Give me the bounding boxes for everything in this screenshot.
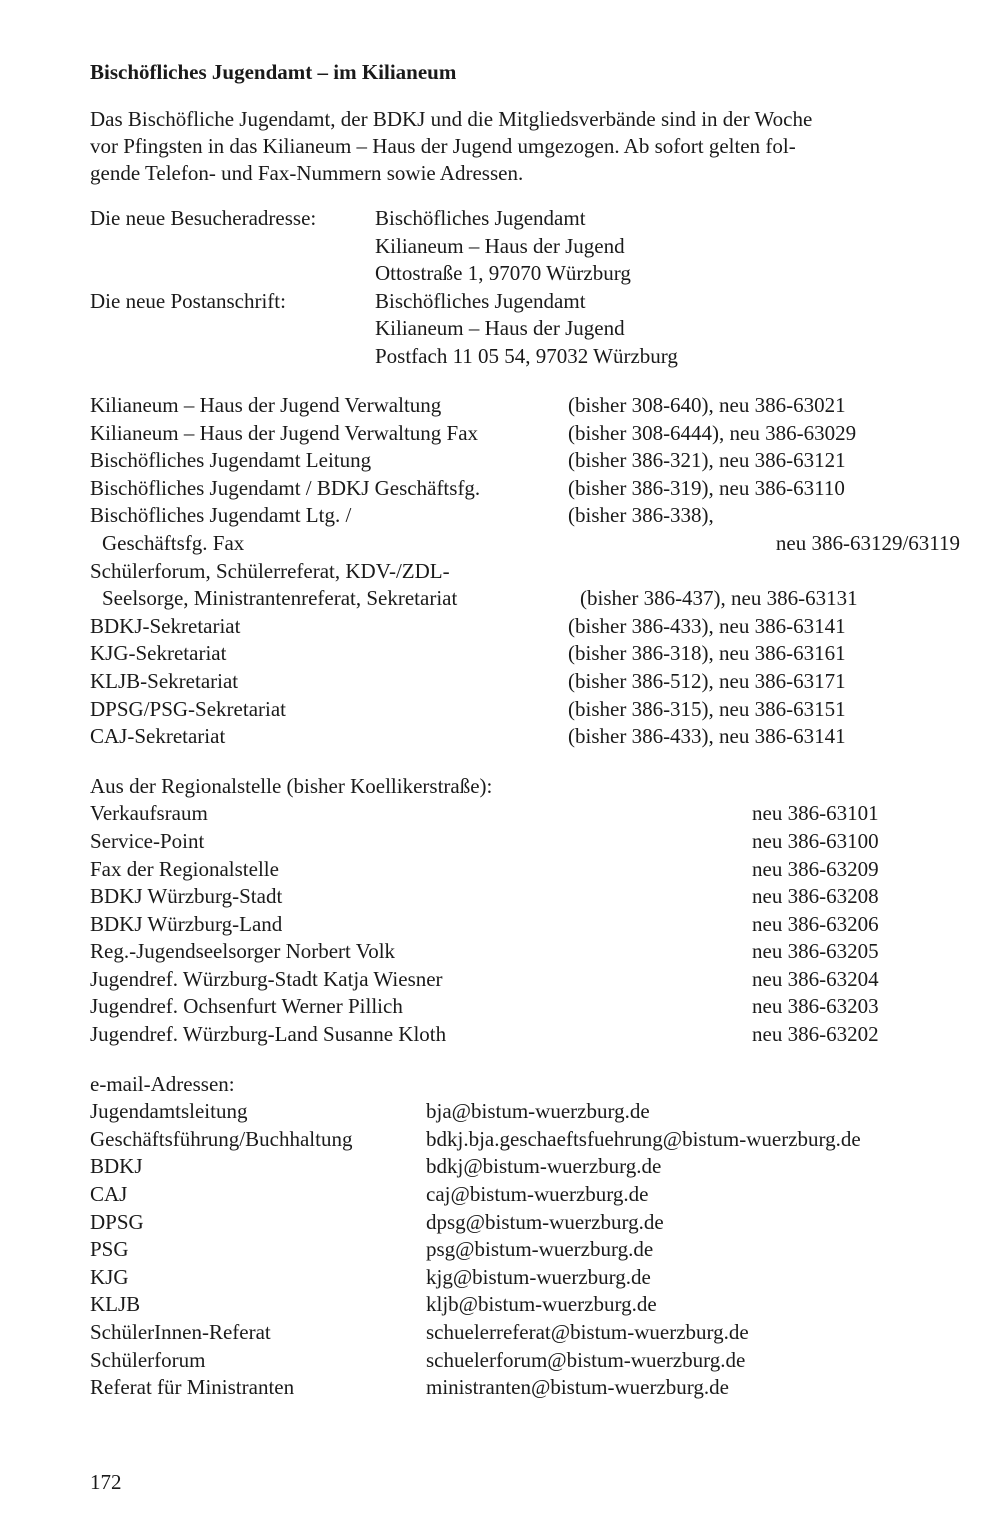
- regional-number: neu 386-63100: [752, 828, 879, 853]
- phone-name: DPSG/PSG-Sekretariat: [90, 696, 286, 721]
- email-address: kjg@bistum-wuerzburg.de: [426, 1264, 651, 1289]
- email-address: kljb@bistum-wuerzburg.de: [426, 1292, 657, 1317]
- phone-row: [90, 640, 960, 668]
- regional-row: [90, 883, 960, 911]
- phone-number: (bisher 386-338),: [568, 503, 714, 528]
- regional-name: Verkaufsraum: [90, 801, 208, 826]
- regional-row: [90, 966, 960, 994]
- visitor-address-line: Bischöfliches Jugendamt: [375, 206, 586, 230]
- postal-address: [90, 288, 960, 371]
- regional-name: BDKJ Würzburg-Land: [90, 911, 283, 936]
- phone-number: (bisher 386-433), neu 386-63141: [568, 724, 846, 749]
- phone-number: (bisher 386-315), neu 386-63151: [568, 696, 846, 721]
- postal-address-line: Postfach 11 05 54, 97032 Würzburg: [375, 343, 678, 368]
- regional-office-list: [90, 773, 960, 1049]
- email-name: BDKJ: [90, 1154, 143, 1179]
- email-name: PSG: [90, 1237, 129, 1262]
- postal-address-line: Bischöfliches Jugendamt: [375, 288, 586, 313]
- regional-number: neu 386-63101: [752, 801, 879, 826]
- email-row: [90, 1126, 960, 1154]
- phone-list: [90, 392, 960, 751]
- phone-name: Bischöfliches Jugendamt / BDKJ Geschäftsfg.: [90, 475, 481, 500]
- email-name: Referat für Ministranten: [90, 1375, 295, 1400]
- regional-number: neu 386-63209: [752, 856, 879, 881]
- visitor-address: [90, 205, 960, 288]
- email-row: [90, 1209, 960, 1237]
- phone-row: [90, 475, 960, 503]
- regional-row: [90, 800, 960, 828]
- page-number: 172: [90, 1470, 122, 1494]
- regional-number: neu 386-63206: [752, 911, 879, 936]
- email-name: SchülerInnen-Referat: [90, 1320, 271, 1344]
- postal-address-label: Die neue Postanschrift:: [90, 288, 286, 313]
- email-row: [90, 1264, 960, 1292]
- phone-number: (bisher 386-319), neu 386-63110: [568, 475, 845, 500]
- phone-name: Schülerforum, Schülerreferat, KDV-/ZDL-: [90, 558, 450, 583]
- intro-paragraph: Das Bischöfliche Jugendamt, der BDKJ und die Mitgliedsverbände sind in der Woche vor Pfingsten in das Kilianeum – Haus der Jugend umgezogen. Ab sofort gelten fol- gende Telefon- und Fax-Nummern sowie Adressen.: [90, 107, 813, 185]
- email-address: dpsg@bistum-wuerzburg.de: [426, 1209, 664, 1234]
- email-row: [90, 1098, 960, 1126]
- phone-name: CAJ-Sekretariat: [90, 724, 226, 749]
- phone-row: [90, 392, 960, 420]
- phone-row: [90, 447, 960, 475]
- regional-number: neu 386-63203: [752, 994, 879, 1019]
- email-address: bdkj.bja.geschaeftsfuehrung@bistum-wuerzburg.de: [426, 1126, 861, 1151]
- regional-row: [90, 938, 960, 966]
- email-row: [90, 1153, 960, 1181]
- phone-row: [90, 668, 960, 696]
- email-row: [90, 1319, 960, 1347]
- phone-number: (bisher 386-318), neu 386-63161: [568, 641, 846, 666]
- phone-row: [90, 585, 960, 613]
- email-row: [90, 1347, 960, 1375]
- email-name: CAJ: [90, 1182, 128, 1207]
- phone-name: Seelsorge, Ministrantenreferat, Sekretariat: [102, 586, 458, 611]
- phone-row: [90, 613, 960, 641]
- regional-number: neu 386-63205: [752, 939, 879, 964]
- regional-row: [90, 828, 960, 856]
- phone-row: [90, 502, 960, 530]
- email-address: ministranten@bistum-wuerzburg.de: [426, 1375, 729, 1400]
- visitor-address-line: Ottostraße 1, 97070 Würzburg: [375, 261, 631, 285]
- phone-name: KJG-Sekretariat: [90, 641, 227, 666]
- regional-name: Fax der Regionalstelle: [90, 856, 279, 881]
- email-address: psg@bistum-wuerzburg.de: [426, 1237, 654, 1262]
- regional-name: Reg.-Jugendseelsorger Norbert Volk: [90, 939, 396, 964]
- email-row: [90, 1181, 960, 1209]
- regional-name: Jugendref. Würzburg-Land Susanne Kloth: [90, 1022, 447, 1047]
- email-row: [90, 1374, 960, 1402]
- regional-number: neu 386-63208: [752, 884, 879, 909]
- phone-row: [90, 420, 960, 448]
- phone-number: (bisher 308-640), neu 386-63021: [568, 393, 846, 417]
- email-list: [90, 1071, 960, 1402]
- postal-address-line: Kilianeum – Haus der Jugend: [375, 316, 625, 340]
- document-page: [90, 58, 960, 1402]
- email-name: KLJB: [90, 1292, 141, 1317]
- phone-number: (bisher 386-437), neu 386-63131: [580, 586, 858, 611]
- page-title: Bischöfliches Jugendamt – im Kilianeum: [90, 60, 457, 84]
- phone-name: Kilianeum – Haus der Jugend Verwaltung: [90, 393, 442, 417]
- visitor-address-label: Die neue Besucheradresse:: [90, 206, 317, 230]
- regional-heading: Aus der Regionalstelle (bisher Koellikerstraße):: [90, 773, 493, 798]
- email-name: DPSG: [90, 1209, 144, 1234]
- regional-row: [90, 1021, 960, 1049]
- phone-name: KLJB-Sekretariat: [90, 668, 239, 693]
- phone-name: Bischöfliches Jugendamt Ltg. /: [90, 503, 352, 528]
- phone-name: BDKJ-Sekretariat: [90, 613, 241, 638]
- regional-name: BDKJ Würzburg-Stadt: [90, 884, 283, 909]
- email-address: caj@bistum-wuerzburg.de: [426, 1182, 649, 1207]
- visitor-address-line: Kilianeum – Haus der Jugend: [375, 233, 625, 258]
- regional-name: Jugendref. Ochsenfurt Werner Pillich: [90, 994, 403, 1019]
- phone-number: (bisher 386-512), neu 386-63171: [568, 668, 846, 693]
- regional-row: [90, 993, 960, 1021]
- phone-name: Bischöfliches Jugendamt Leitung: [90, 448, 372, 473]
- email-row: [90, 1291, 960, 1319]
- regional-row: [90, 911, 960, 939]
- phone-row: [90, 558, 960, 586]
- address-block: [90, 205, 960, 370]
- phone-number: (bisher 308-6444), neu 386-63029: [568, 420, 857, 445]
- email-name: Schülerforum: [90, 1347, 206, 1372]
- regional-name: Service-Point: [90, 828, 205, 853]
- email-address: bdkj@bistum-wuerzburg.de: [426, 1154, 662, 1179]
- regional-number: neu 386-63202: [752, 1022, 879, 1047]
- regional-number: neu 386-63204: [752, 966, 879, 991]
- email-address: schuelerforum@bistum-wuerzburg.de: [426, 1347, 746, 1372]
- phone-number: (bisher 386-433), neu 386-63141: [568, 613, 846, 638]
- regional-row: [90, 856, 960, 884]
- phone-number: neu 386-63129/63119: [775, 530, 960, 555]
- regional-name: Jugendref. Würzburg-Stadt Katja Wiesner: [90, 966, 443, 991]
- phone-row: [90, 723, 960, 751]
- email-heading: e-mail-Adressen:: [90, 1071, 235, 1096]
- email-name: KJG: [90, 1264, 129, 1289]
- email-row: [90, 1236, 960, 1264]
- email-address: bja@bistum-wuerzburg.de: [426, 1099, 650, 1124]
- email-name: Jugendamtsleitung: [90, 1099, 248, 1124]
- phone-row: [90, 696, 960, 724]
- phone-name: Geschäftsfg. Fax: [102, 530, 245, 555]
- phone-name: Kilianeum – Haus der Jugend Verwaltung Fax: [90, 420, 479, 445]
- email-address: schuelerreferat@bistum-wuerzburg.de: [426, 1320, 749, 1344]
- phone-number: (bisher 386-321), neu 386-63121: [568, 448, 846, 473]
- phone-row: [90, 530, 960, 558]
- email-name: Geschäftsführung/Buchhaltung: [90, 1126, 353, 1151]
